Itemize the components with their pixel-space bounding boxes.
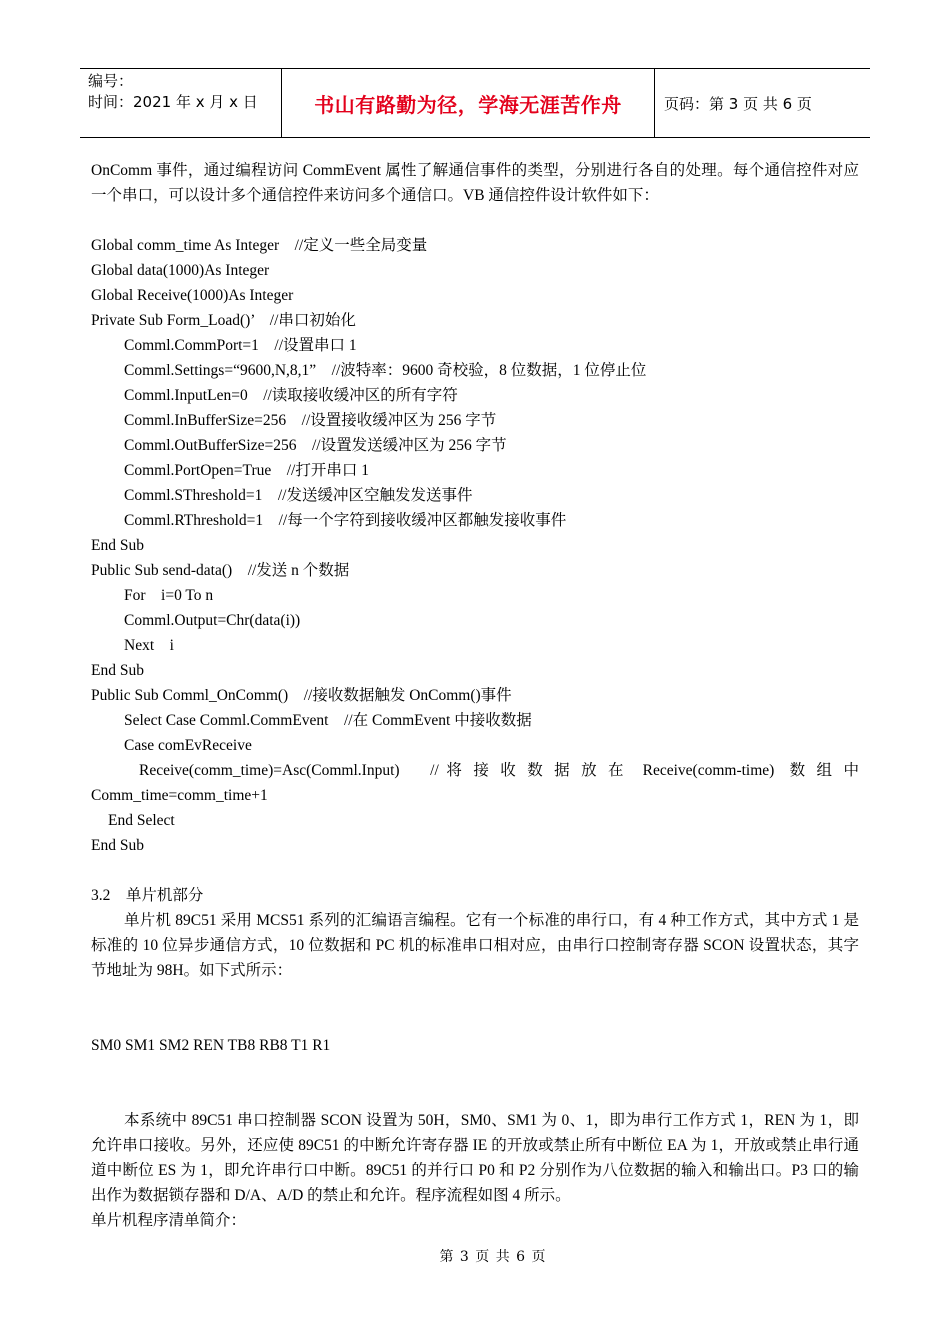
header-page-number: 页码：第 3 页 共 6 页 xyxy=(664,94,812,113)
footer-page-number: 第 3 页 共 6 页 xyxy=(439,1249,547,1265)
document-date-label: 时间：2021 年 x 月 x 日 xyxy=(88,93,258,111)
code-line: Public Sub Comml_OnComm() //接收数据触发 OnComm()事件 xyxy=(91,687,512,704)
page-footer xyxy=(0,1246,950,1266)
code-line: Comm_time=comm_time+1 xyxy=(91,787,268,804)
document-code-label: 编号： xyxy=(88,72,134,90)
program-list-title: 单片机程序清单简介： xyxy=(91,1212,247,1229)
code-line: End Sub xyxy=(91,537,144,554)
register-bits-line: SM0 SM1 SM2 REN TB8 RB8 T1 R1 xyxy=(91,1037,331,1054)
code-line: Comml.RThreshold=1 //每一个字符到接收缓冲区都触发接收事件 xyxy=(124,512,567,529)
code-line: Global Receive(1000)As Integer xyxy=(91,287,294,304)
code-line: End Sub xyxy=(91,837,144,854)
code-line: Comml.InputLen=0 //读取接收缓冲区的所有字符 xyxy=(124,387,458,404)
code-line: Global comm_time As Integer //定义一些全局变量 xyxy=(91,237,428,254)
code-line: Public Sub send-data() //发送 n 个数据 xyxy=(91,562,350,579)
spacer xyxy=(91,858,859,883)
code-line: End Sub xyxy=(91,662,144,679)
section-heading: 3.2 单片机部分 xyxy=(91,887,204,904)
header-motto: 书山有路勤为径，学海无涯苦作舟 xyxy=(282,69,655,137)
spacer xyxy=(91,983,859,1033)
code-line: Case comEvReceive xyxy=(124,737,252,754)
spacer xyxy=(91,1058,859,1108)
code-line: Comml.InBufferSize=256 //设置接收缓冲区为 256 字节 xyxy=(124,412,497,429)
code-line: Comml.Output=Chr(data(i)) xyxy=(124,612,301,629)
code-line: Comml.CommPort=1 //设置串口 1 xyxy=(124,337,357,354)
code-line: Select Case Comml.CommEvent //在 CommEvent 中接收数据 xyxy=(124,712,532,729)
intro-paragraph: OnComm 事件，通过编程访问 CommEvent 属性了解通信事件的类型，分别进行各自的处理。每个通信控件对应一个串口，可以设计多个通信控件来访问多个通信口。VB 通信控件设计软件如下： xyxy=(91,162,859,204)
vb-code-block xyxy=(91,233,859,858)
code-line: Global data(1000)As Integer xyxy=(91,262,270,279)
code-line: Next i xyxy=(124,637,174,654)
code-line: Comml.SThreshold=1 //发送缓冲区空触发发送事件 xyxy=(124,487,473,504)
code-line: Comml.OutBufferSize=256 //设置发送缓冲区为 256 字节 xyxy=(124,437,507,454)
document-body xyxy=(91,158,859,1233)
code-line: Comml.PortOpen=True //打开串口 1 xyxy=(124,462,369,479)
header-meta xyxy=(80,69,282,137)
section-paragraph: 单片机 89C51 采用 MCS51 系列的汇编语言编程。它有一个标准的串行口，有 4 种工作方式，其中方式 1 是标准的 10 位异步通信方式，10 位数据和 PC 机的标准串口相对应，由串行口控制寄存器 SCON 设置状态，其字节地址为 98H。如下式所示： xyxy=(91,912,859,979)
code-line: End Select xyxy=(108,812,175,829)
spacer xyxy=(91,208,859,233)
code-line: Receive(comm_time)=Asc(Comml.Input) // 将 接 收 数 据 放 在 Receive(comm-time) 数 组 中 xyxy=(139,762,859,779)
code-line: Comml.Settings=“9600,N,8,1” //波特率：9600 奇校验，8 位数据，1 位停止位 xyxy=(124,362,647,379)
code-line: For i=0 To n xyxy=(124,587,214,604)
page-header xyxy=(80,68,870,138)
code-line: Private Sub Form_Load()’ //串口初始化 xyxy=(91,312,356,329)
system-paragraph: 本系统中 89C51 串口控制器 SCON 设置为 50H，SM0、SM1 为 0、1，即为串行工作方式 1，REN 为 1，即允许串口接收。另外，还应使 89C51 的中断允许寄存器 IE 的开放或禁止所有中断位 EA 为 1，开放或禁止串行通道中断位 ES 为 1，即允许串行口中断。89C51 的并行口 P0 和 P2 分别作为八位数据的输入和输出口。P3 口的输出作为数据锁存器和 D/A、A/D 的禁止和允许。程序流程如图 4 所示。 xyxy=(91,1112,859,1204)
